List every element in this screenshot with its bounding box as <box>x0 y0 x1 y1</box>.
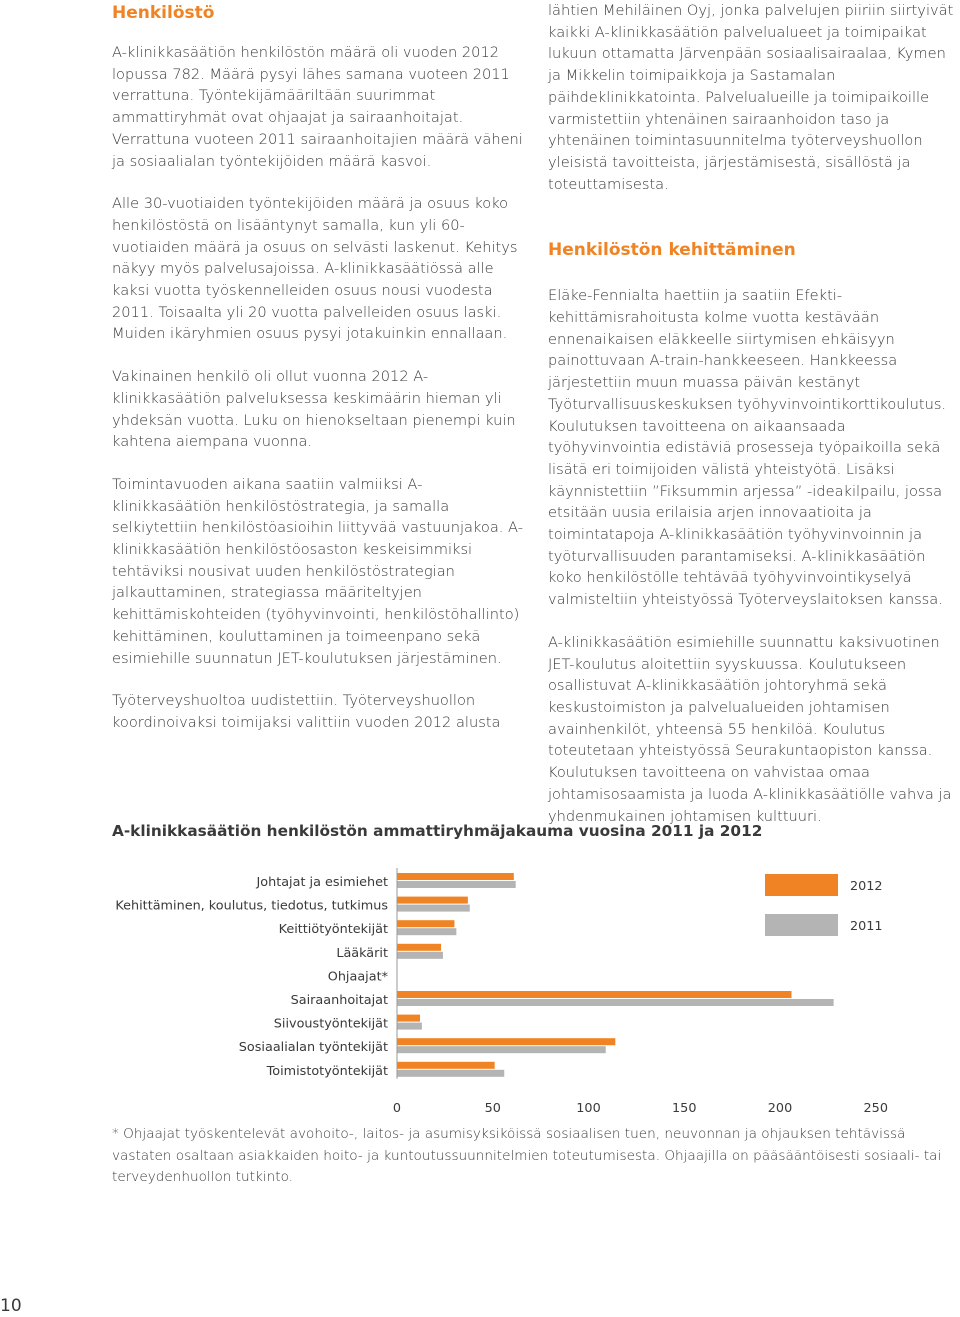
bar-2011 <box>397 881 516 888</box>
x-tick-label: 100 <box>576 1101 601 1116</box>
right-column <box>548 0 958 848</box>
category-label: Johtajat ja esimiehet <box>256 875 388 890</box>
category-label: Lääkärit <box>336 945 388 961</box>
paragraph: Alle 30-vuotiaiden työntekijöiden määrä ja osuus koko henkilöstöstä on lisääntynyt samalla, kun yli 60-vuotiaiden määrä ja osuus on selvästi laskenut. Kehitys näkyy myös palvelusajoissa. A-klinikkasäätiössä alle kaksi vuotta työskennelleiden osuus nousi vuodesta 2011. Toisaalta yli 20 vuotta palvelleiden osuus laski. Muiden ikäryhmien osuus pysyi jotakuinkin ennallaan. <box>112 195 518 343</box>
paragraph: A-klinikkasäätiön henkilöstön määrä oli vuoden 2012 lopussa 782. Määrä pysyi lähes samana vuoteen 2011 verrattuna. Työntekijämääriltään suurimmat ammattiryhmät ovat ohjaajat ja sairaanhoitajat. Verrattuna vuoteen 2011 sairaanhoitajien määrä väheni ja sosiaalialan työntekijöiden määrä kasvoi. <box>112 44 523 170</box>
category-label: Ohjaajat* <box>327 969 388 985</box>
x-tick-label: 0 <box>392 1101 402 1116</box>
bar-2012 <box>397 1038 615 1045</box>
x-tick-label: 150 <box>672 1101 697 1116</box>
category-label: Keittiötyöntekijät <box>278 922 388 938</box>
bar-chart <box>0 860 960 1120</box>
chart-footnote: * Ohjaajat työskentelevät avohoito-, laitos- ja asumisyksiköissä sosiaalisen tuen, neuvonnan ja ohjauksen tehtävissä vastaten osaltaan asiakkaiden hoito- ja kuntoutussuunnitelmien toteutumisesta. Ohjaajilla on pääsääntöisesti sosiaali- tai terveydenhuollon tutkinto. <box>112 1126 942 1185</box>
paragraph: lähtien Mehiläinen Oyj, jonka palvelujen piiriin siirtyivät kaikki A-klinikkasäätiön palvelualueet ja toimipaikat lukuun ottamatta Järvenpään sosiaalisairaalaa, Kymen ja Mikkelin toimipaikkoja ja Sastamalan päihdeklinikkatointa. Palvelualueille ja toimipaikoille varmistettiin yhtenäinen sairaanhoidon taso ja yhtenäinen toimintasuunnitelma työterveyshuollon yleisistä tavoitteista, järjestämisestä, sisällöstä ja toteuttamisesta. <box>548 2 954 193</box>
section-heading-henkilosto: Henkilöstö <box>112 3 215 23</box>
legend-swatch-2011 <box>765 914 838 936</box>
section-heading-kehittaminen: Henkilöstön kehittäminen <box>548 240 796 261</box>
category-label: Kehittäminen, koulutus, tiedotus, tutkimus <box>115 898 388 914</box>
paragraph: Työterveyshuoltoa uudistettiin. Työterveyshuollon koordinoivaksi toimijaksi valittiin vuoden 2012 alusta <box>112 692 501 731</box>
bar-2011 <box>397 999 834 1006</box>
left-column <box>112 42 524 755</box>
category-label: Siivoustyöntekijät <box>273 1016 388 1032</box>
paragraph: Toimintavuoden aikana saatiin valmiiksi A-klinikkasäätiön henkilöstöstrategia, ja samalla selkiytettiin henkilöstöasioihin liittyvää vastuunjakoa. A-klinikkasäätiön henkilöstöosaston keskeisimmiksi tehtäviksi nousivat uuden henkilöstöstrategian jalkauttaminen, strategiassa määriteltyjen kehittämiskohteiden (työhyvinvointi, henkilöstöhallinto) kehittäminen, kouluttaminen ja toimeenpano sekä esimiehille suunnatun JET-koulutuksen järjestäminen. <box>112 475 523 667</box>
page-number: 10 <box>0 1296 22 1316</box>
paragraph: A-klinikkasäätiön esimiehille suunnattu kaksivuotinen JET-koulutus aloitettiin syyskuussa. Koulutukseen osallistuvat A-klinikkasäätiön johtoryhmä sekä keskustoimiston ja palvelualueiden johtamisen avainhenkilöt, yhteensä 55 henkilöä. Koulutus toteutetaan yhteistyössä Seurakuntaopiston kanssa. Koulutuksen tavoitteena on vahvistaa omaa johtamisosaamista ja luoda A-klinikkasäätiölle vahva ja yhdenmukainen johtamisen kulttuuri. <box>548 633 952 825</box>
x-tick-label: 200 <box>767 1101 793 1116</box>
bar-2012 <box>397 920 454 927</box>
bar-2012 <box>397 897 468 904</box>
bar-2011 <box>397 1023 422 1030</box>
legend-swatch-2012 <box>765 874 838 896</box>
paragraph: Vakinainen henkilö oli ollut vuonna 2012 A-klinikkasäätiön palveluksessa keskimäärin hieman yli yhdeksän vuotta. Luku on hienokseltaan pienempi kuin kahtena aiempana vuonna. <box>112 368 516 451</box>
bar-2011 <box>397 1070 504 1077</box>
legend-label: 2012 <box>850 879 883 894</box>
category-label: Sosiaalialan työntekijät <box>238 1040 388 1056</box>
bar-2012 <box>397 991 791 998</box>
bar-2012 <box>397 873 514 880</box>
category-label: Sairaanhoitajat <box>290 993 388 1008</box>
x-tick-label: 250 <box>863 1101 888 1116</box>
bar-2012 <box>397 944 441 951</box>
legend-label: 2011 <box>850 919 883 934</box>
paragraph: Eläke-Fennialta haettiin ja saatiin Efekti-kehittämisrahoitusta kolme vuotta kestävään ennenaikaisen eläkkeelle siirtymisen ehkäisyyn painottuvaan A-train-hankkeeseen. Hankkeessa järjestettiin muun muassa päivän kestänyt Työturvallisuuskeskuksen työhyvinvointikorttikoulutus. Koulutuksen tavoitteena on aikaansaada työhyvinvointia edistäviä prosesseja työpaikoilla sekä lisätä eri toimijoiden välistä yhteistyötä. Lisäksi käynnistettiin ”Fiksummin arjessa” -ideakilpailu, jossa etsitään uusia erilaisia arjen innovaatioita ja toimintatapoja A-klinikkasäätiön työhyvinvoinnin ja työturvallisuuden parantamiseksi. A-klinikkasäätiön koko henkilöstölle tehtävää työhyvinvointikyselyä valmisteltiin yhteistyössä Työterveyslaitoksen kanssa. <box>548 287 947 609</box>
bar-2012 <box>397 1015 420 1022</box>
chart-title: A-klinikkasäätiön henkilöstön ammattiryhmäjakauma vuosina 2011 ja 2012 <box>112 822 763 840</box>
bar-2011 <box>397 1046 606 1053</box>
bar-2011 <box>397 905 470 912</box>
bar-2012 <box>397 1062 495 1069</box>
x-tick-label: 50 <box>484 1101 501 1116</box>
bar-2011 <box>397 952 443 959</box>
category-label: Toimistotyöntekijät <box>266 1063 388 1079</box>
bar-2011 <box>397 928 456 935</box>
